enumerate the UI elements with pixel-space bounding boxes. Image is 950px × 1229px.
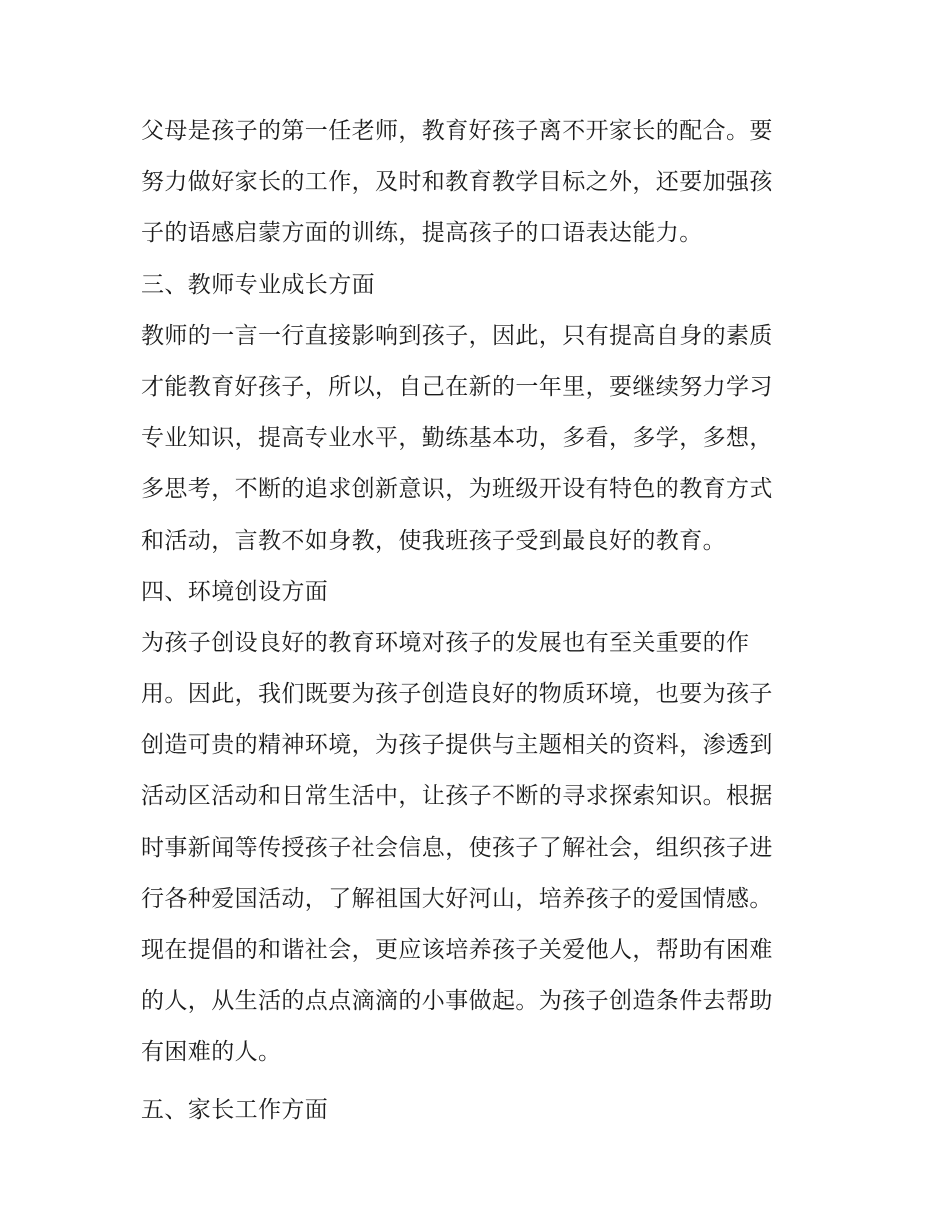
- paragraph-line: 时事新闻等传授孩子社会信息，使孩子了解社会，组织孩子进: [141, 834, 773, 861]
- paragraph-line: 创造可贵的精神环境，为孩子提供与主题相关的资料，渗透到: [141, 732, 773, 759]
- paragraph-line: 才能教育好孩子，所以，自己在新的一年里，要继续努力学习: [141, 373, 773, 400]
- document-body: [141, 106, 821, 1136]
- paragraph-line: 用。因此，我们既要为孩子创造良好的物质环境，也要为孩子: [141, 681, 773, 708]
- paragraph-line: 努力做好家长的工作，及时和教育教学目标之外，还要加强孩: [141, 169, 773, 196]
- paragraph-line: 父母是孩子的第一任老师，教育好孩子离不开家长的配合。要: [141, 118, 773, 144]
- paragraph-line: 子的语感启蒙方面的训练，提高孩子的口语表达能力。: [141, 220, 703, 247]
- paragraph-line: 的人，从生活的点点滴滴的小事做起。为孩子创造条件去帮助: [141, 988, 773, 1015]
- section-heading-environment: 四、环境创设方面: [141, 578, 329, 605]
- section-heading-teacher-growth: 三、教师专业成长方面: [141, 271, 375, 298]
- section-heading-parent-work: 五、家长工作方面: [141, 1096, 329, 1123]
- paragraph-line: 教师的一言一行直接影响到孩子，因此，只有提高自身的素质: [141, 322, 773, 349]
- paragraph-line: 多思考，不断的追求创新意识，为班级开设有特色的教育方式: [141, 476, 773, 503]
- paragraph-line: 活动区活动和日常生活中，让孩子不断的寻求探索知识。根据: [141, 783, 773, 810]
- paragraph-line: 现在提倡的和谐社会，更应该培养孩子关爱他人，帮助有困难: [141, 937, 773, 963]
- paragraph-line: 行各种爱国活动，了解祖国大好河山，培养孩子的爱国情感。: [141, 885, 773, 912]
- paragraph-line: 专业知识，提高专业水平，勤练基本功，多看，多学，多想，: [141, 425, 773, 452]
- paragraph-line: 和活动，言教不如身教，使我班孩子受到最良好的教育。: [141, 527, 726, 554]
- paragraph-line: 有困难的人。: [141, 1039, 282, 1066]
- paragraph-line: 为孩子创设良好的教育环境对孩子的发展也有至关重要的作: [141, 629, 750, 656]
